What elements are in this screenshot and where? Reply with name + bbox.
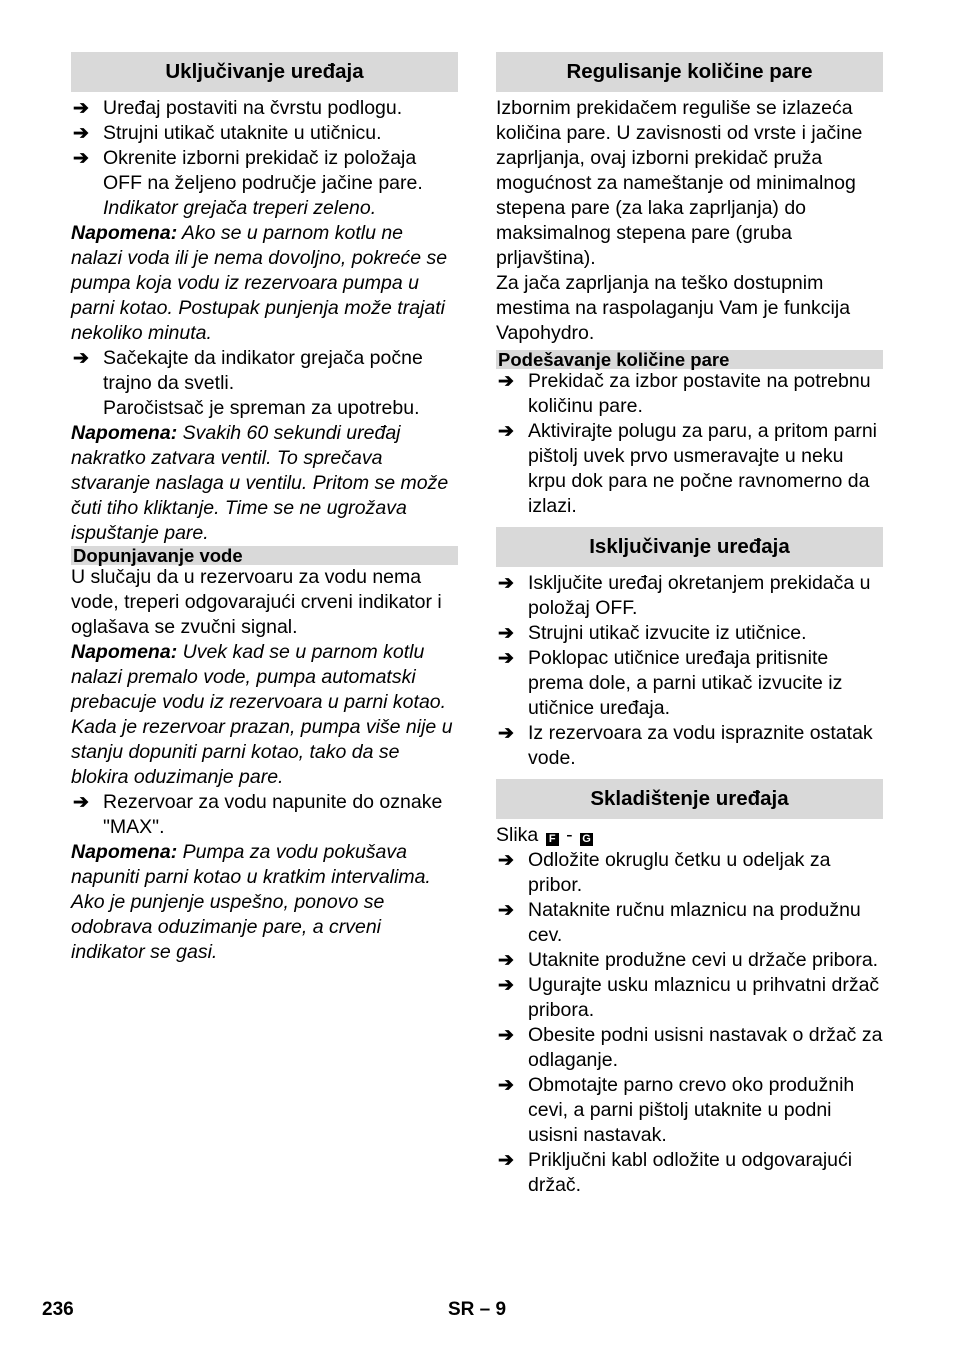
list-item: ➔ Obesite podni usisni nastavak o držač za odlaganje. xyxy=(498,1024,883,1071)
arrow-right-icon: ➔ xyxy=(73,123,89,144)
list-item: ➔ Strujni utikač izvucite iz utičnice. xyxy=(498,622,807,644)
arrow-right-icon: ➔ xyxy=(498,850,514,871)
arrow-right-icon: ➔ xyxy=(498,900,514,921)
ready-text: Paročistsač je spreman za upotrebu. xyxy=(103,397,420,419)
note-paragraph: Napomena: Pumpa za vodu pokušava napuniti parni kotao u kratkim intervalima. Ako je punjenje uspešno, ponovo se odobrava oduzimanje pare, a crveni indikator se gasi. xyxy=(71,841,431,963)
section-heading-steam-control: Regulisanje količine pare xyxy=(496,52,883,92)
paragraph: Izbornim prekidačem reguliše se izlazeća količina pare. U zavisnosti od vrste i jačine zaprljanja, ovaj izborni prekidač pruža mogućnost za nameštanje od minimalnog stepena pare (za laka zaprljanja) do maksimalnog stepena pare (gruba prljavština). xyxy=(496,97,863,269)
list-item: ➔ Priključni kabl odložite u odgovarajući držač. xyxy=(498,1149,853,1196)
figure-f-icon: F xyxy=(546,833,559,846)
section-page-label: SR – 9 xyxy=(448,1299,507,1320)
arrow-right-icon: ➔ xyxy=(498,975,514,996)
list-item: ➔ Prekidač za izbor postavite na potrebnu količinu pare. xyxy=(498,370,871,417)
arrow-right-icon: ➔ xyxy=(498,623,514,644)
section-heading-storage: Skladištenje uređaja xyxy=(496,779,883,819)
paragraph: U slučaju da u rezervoaru za vodu nema vode, treperi odgovarajući crveni indikator i oglašava se zvučni signal. xyxy=(71,566,442,638)
section-heading-switch-on: Uključivanje uređaja xyxy=(71,52,458,92)
arrow-right-icon: ➔ xyxy=(498,573,514,594)
paragraph: Za jača zaprljanja na teško dostupnim mestima na raspolaganju Vam je funkcija Vapohydro. xyxy=(496,272,851,344)
arrow-right-icon: ➔ xyxy=(73,148,89,169)
figure-reference: Slika F - G xyxy=(496,823,883,848)
arrow-right-icon: ➔ xyxy=(498,723,514,744)
arrow-right-icon: ➔ xyxy=(498,421,514,442)
subheading-steam-setting: Podešavanje količine pare xyxy=(496,350,883,369)
arrow-right-icon: ➔ xyxy=(73,98,89,119)
section-heading-switch-off: Isključivanje uređaja xyxy=(496,527,883,567)
list-item: ➔ Obmotajte parno crevo oko produžnih cevi, a parni pištolj utaknite u podni usisni nastavak. xyxy=(498,1074,855,1146)
arrow-right-icon: ➔ xyxy=(498,950,514,971)
list-item: ➔ Uređaj postaviti na čvrstu podlogu. xyxy=(73,97,403,119)
list-item: ➔ Utaknite produžne cevi u držače pribora. xyxy=(498,949,879,971)
arrow-right-icon: ➔ xyxy=(498,1025,514,1046)
subheading-refill-water: Dopunjavanje vode xyxy=(71,546,458,565)
figure-g-icon: G xyxy=(580,833,593,846)
list-item: ➔ Aktivirajte polugu za paru, a pritom parni pištolj uvek prvo usmeravajte u neku krpu dok para ne počne ravnomerno da izlazi. xyxy=(498,420,878,517)
list-item: ➔ Isključite uređaj okretanjem prekidača u položaj OFF. xyxy=(498,572,871,619)
arrow-right-icon: ➔ xyxy=(498,1075,514,1096)
list-item: ➔ Rezervoar za vodu napunite do oznake "MAX". xyxy=(73,791,443,838)
list-item: ➔ Iz rezervoara za vodu ispraznite ostatak vode. xyxy=(498,722,873,769)
arrow-right-icon: ➔ xyxy=(498,371,514,392)
list-item: ➔ Odložite okruglu četku u odeljak za pribor. xyxy=(498,849,831,896)
arrow-right-icon: ➔ xyxy=(498,648,514,669)
list-item: ➔ Poklopac utičnice uređaja pritisnite prema dole, a parni utikač izvucite iz utičnice uređaja. xyxy=(498,647,843,719)
note-paragraph: Napomena: Svakih 60 sekundi uređaj nakratko zatvara ventil. To sprečava stvaranje naslaga u ventilu. Pritom se može čuti tiho kliktanje. Time se ne ugrožava ispuštanje pare. xyxy=(71,422,449,544)
indicator-note: Indikator grejača treperi zeleno. xyxy=(103,197,377,219)
arrow-right-icon: ➔ xyxy=(73,792,89,813)
list-item: ➔ Okrenite izborni prekidač iz položaja OFF na željeno područje jačine pare. Indikator grejača treperi zeleno. xyxy=(73,147,423,219)
note-paragraph: Napomena: Ako se u parnom kotlu ne nalazi voda ili je nema dovoljno, pokreće se pumpa koja vodu iz rezervoara pumpa u parni kotao. Postupak punjenja može trajati nekoliko minuta. xyxy=(71,222,448,344)
arrow-right-icon: ➔ xyxy=(73,348,89,369)
note-paragraph: Napomena: Uvek kad se u parnom kotlu nalazi premalo vode, pumpa automatski prebacuje vodu iz rezervoara u parni kotao. Kada je rezervoar prazan, pumpa više nije u stanju dopuniti parni kotao, tako da se blokira oduzimanje pare. xyxy=(71,641,453,788)
page-number: 236 xyxy=(42,1299,74,1320)
left-column xyxy=(71,52,458,965)
right-column xyxy=(496,52,883,1198)
list-item: ➔ Nataknite ručnu mlaznicu na produžnu cev. xyxy=(498,899,861,946)
list-item: ➔ Sačekajte da indikator grejača počne trajno da svetli. Paročistsač je spreman za upotrebu. xyxy=(73,347,423,419)
list-item: ➔ Ugurajte usku mlaznicu u prihvatni držač pribora. xyxy=(498,974,880,1021)
list-item: ➔ Strujni utikač utaknite u utičnicu. xyxy=(73,122,382,144)
arrow-right-icon: ➔ xyxy=(498,1150,514,1171)
